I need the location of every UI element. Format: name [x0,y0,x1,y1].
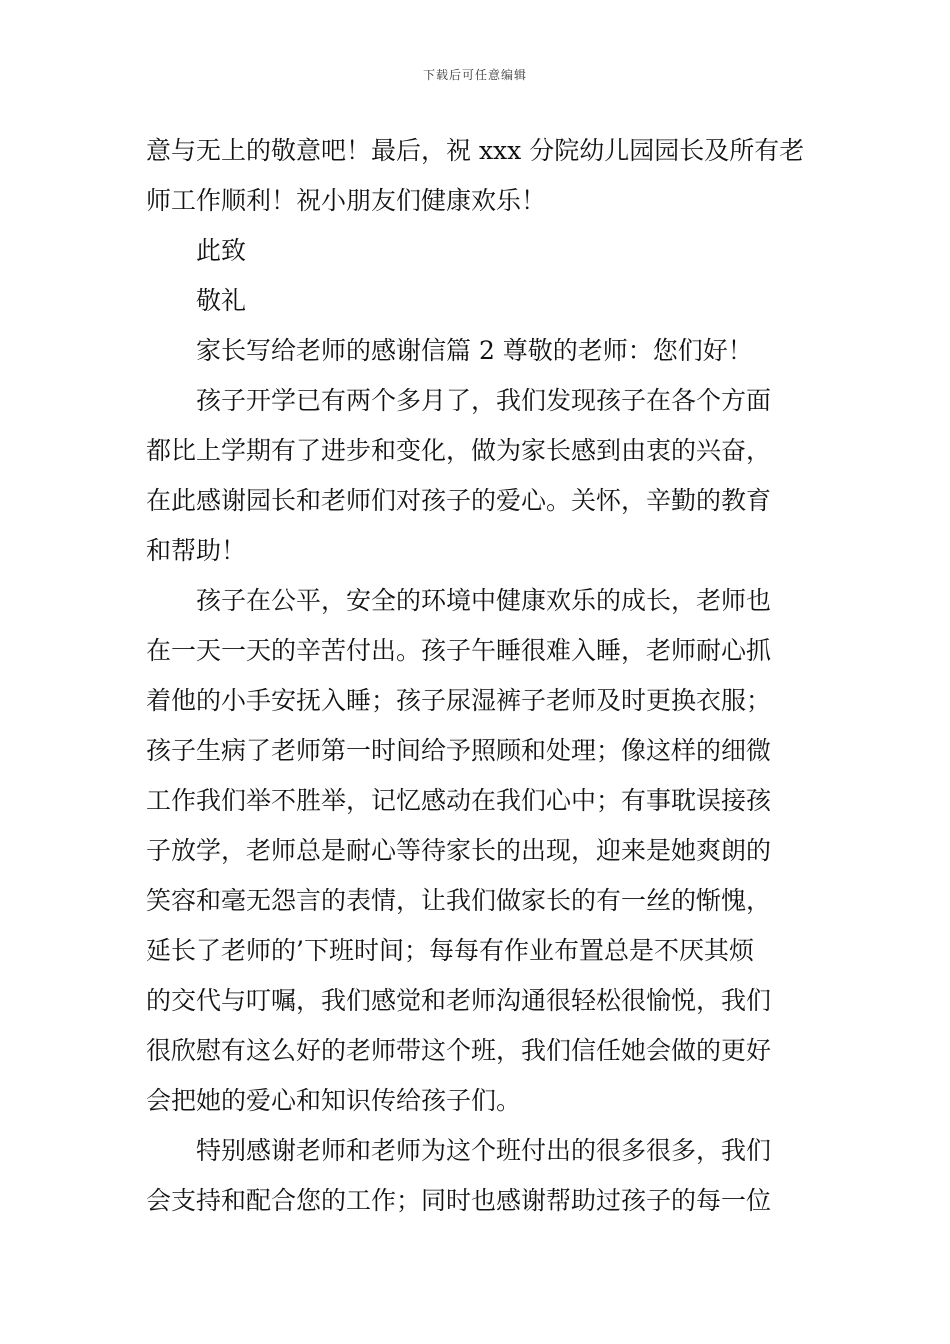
text-line: 在此感谢园长和老师们对孩子的爱心。关怀，辛勤的教育 [146,486,772,515]
closing-line: 敬礼 [196,286,247,315]
text-line: 特别感谢老师和老师为这个班付出的很多很多，我们 [196,1136,772,1165]
text-line: 笑容和毫无怨言的表情，让我们做家长的有一丝的惭愧， [146,886,772,915]
text-line: 会把她的爱心和知识传给孩子们。 [146,1086,522,1115]
text-line: 在一天一天的辛苦付出。孩子午睡很难入睡，老师耐心抓 [146,636,772,665]
text-line: 会支持和配合您的工作；同时也感谢帮助过孩子的每一位 [146,1186,772,1215]
text-line: 意与无上的敬意吧！最后，祝 xxx 分院幼儿园园长及所有老 [146,136,805,165]
text-line: 孩子开学已有两个多月了，我们发现孩子在各个方面 [196,386,772,415]
section-heading: 家长写给老师的感谢信篇 2 尊敬的老师：您们好！ [196,336,753,365]
text-line: 很欣慰有这么好的老师带这个班，我们信任她会做的更好 [146,1036,772,1065]
text-line: 孩子在公平，安全的环境中健康欢乐的成长，老师也 [196,586,772,615]
text-line: 工作我们举不胜举，记忆感动在我们心中；有事耽误接孩 [146,786,772,815]
text-line: 着他的小手安抚入睡；孩子尿湿裤子老师及时更换衣服； [146,686,772,715]
text-line: 延长了老师的’下班时间；每每有作业布置总是不厌其烦 [146,936,754,965]
header-note: 下载后可任意编辑 [422,68,527,82]
letter-body [146,126,808,1226]
text-line: 孩子生病了老师第一时间给予照顾和处理；像这样的细微 [146,736,772,765]
text-line: 的交代与叮嘱，我们感觉和老师沟通很轻松很愉悦，我们 [146,986,772,1015]
text-line: 和帮助！ [146,536,247,565]
closing-line: 此致 [196,236,247,265]
text-line: 师工作顺利！祝小朋友们健康欢乐！ [146,186,547,215]
text-line: 都比上学期有了进步和变化，做为家长感到由衷的兴奋， [146,436,772,465]
text-line: 子放学，老师总是耐心等待家长的出现，迎来是她爽朗的 [146,836,772,865]
